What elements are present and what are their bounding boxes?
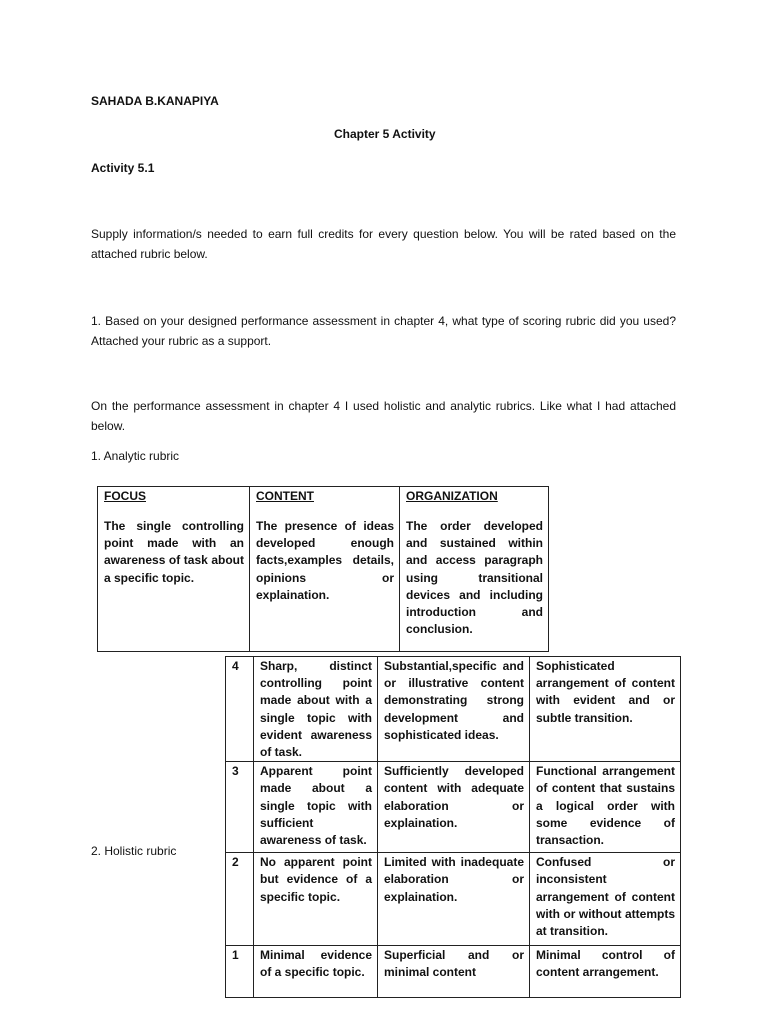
score-cell: 3 bbox=[226, 762, 254, 853]
activity-title: Activity 5.1 bbox=[91, 161, 155, 175]
focus-cell: Apparent point made about a single topic with sufficient awareness of task. bbox=[254, 762, 378, 853]
focus-cell: Minimal evidence of a specific topic. bbox=[254, 946, 378, 998]
instructions-paragraph: Supply information/s needed to earn full credits for every question below. You will be rated based on the attached rubric below. bbox=[91, 227, 676, 261]
analytic-column-focus bbox=[98, 487, 249, 651]
holistic-rubric-table bbox=[225, 656, 681, 998]
rubric-row bbox=[226, 762, 681, 853]
rubric-row bbox=[226, 853, 681, 946]
question-1: 1. Based on your designed performance assessment in chapter 4, what type of scoring rubric did you used? Attached your rubric as a support. bbox=[91, 314, 676, 348]
rubric-row bbox=[226, 946, 681, 998]
analytic-column-content bbox=[249, 487, 399, 651]
column-description: The presence of ideas developed enough facts,examples details, opinions or explaination. bbox=[256, 519, 394, 602]
column-description: The order developed and sustained within and access paragraph using transitional devices and including introduction and conclusion. bbox=[406, 519, 543, 637]
author-name: SAHADA B.KANAPIYA bbox=[91, 94, 219, 108]
content-cell: Sufficiently developed content with adequate elaboration or explaination. bbox=[378, 762, 530, 853]
score-cell: 2 bbox=[226, 853, 254, 946]
column-description: The single controlling point made with an awareness of task about a specific topic. bbox=[104, 519, 244, 585]
analytic-rubric-label: 1. Analytic rubric bbox=[91, 449, 180, 463]
organization-cell: Confused or inconsistent arrangement of content with or without attempts at transition. bbox=[530, 853, 681, 946]
content-cell: Substantial,specific and or illustrative content demonstrating strong development and sophisticated ideas. bbox=[378, 657, 530, 762]
organization-cell: Minimal control of content arrangement. bbox=[530, 946, 681, 998]
focus-cell: Sharp, distinct controlling point made about with a single topic with evident awareness of task. bbox=[254, 657, 378, 762]
answer-1: On the performance assessment in chapter 4 I used holistic and analytic rubrics. Like what I had attached below. bbox=[91, 399, 676, 433]
column-header: ORGANIZATION bbox=[406, 489, 498, 503]
organization-cell: Functional arrangement of content that sustains a logical order with some evidence of transaction. bbox=[530, 762, 681, 853]
analytic-rubric-table bbox=[97, 486, 549, 652]
analytic-column-organization bbox=[399, 487, 548, 651]
organization-cell: Sophisticated arrangement of content with evident and or subtle transition. bbox=[530, 657, 681, 762]
score-cell: 4 bbox=[226, 657, 254, 762]
column-header: CONTENT bbox=[256, 489, 314, 503]
chapter-title: Chapter 5 Activity bbox=[334, 127, 436, 141]
rubric-row bbox=[226, 657, 681, 762]
content-cell: Superficial and or minimal content bbox=[378, 946, 530, 998]
score-cell: 1 bbox=[226, 946, 254, 998]
focus-cell: No apparent point but evidence of a specific topic. bbox=[254, 853, 378, 946]
content-cell: Limited with inadequate elaboration or explaination. bbox=[378, 853, 530, 946]
column-header: FOCUS bbox=[104, 489, 146, 503]
holistic-rubric-label: 2. Holistic rubric bbox=[91, 844, 177, 858]
